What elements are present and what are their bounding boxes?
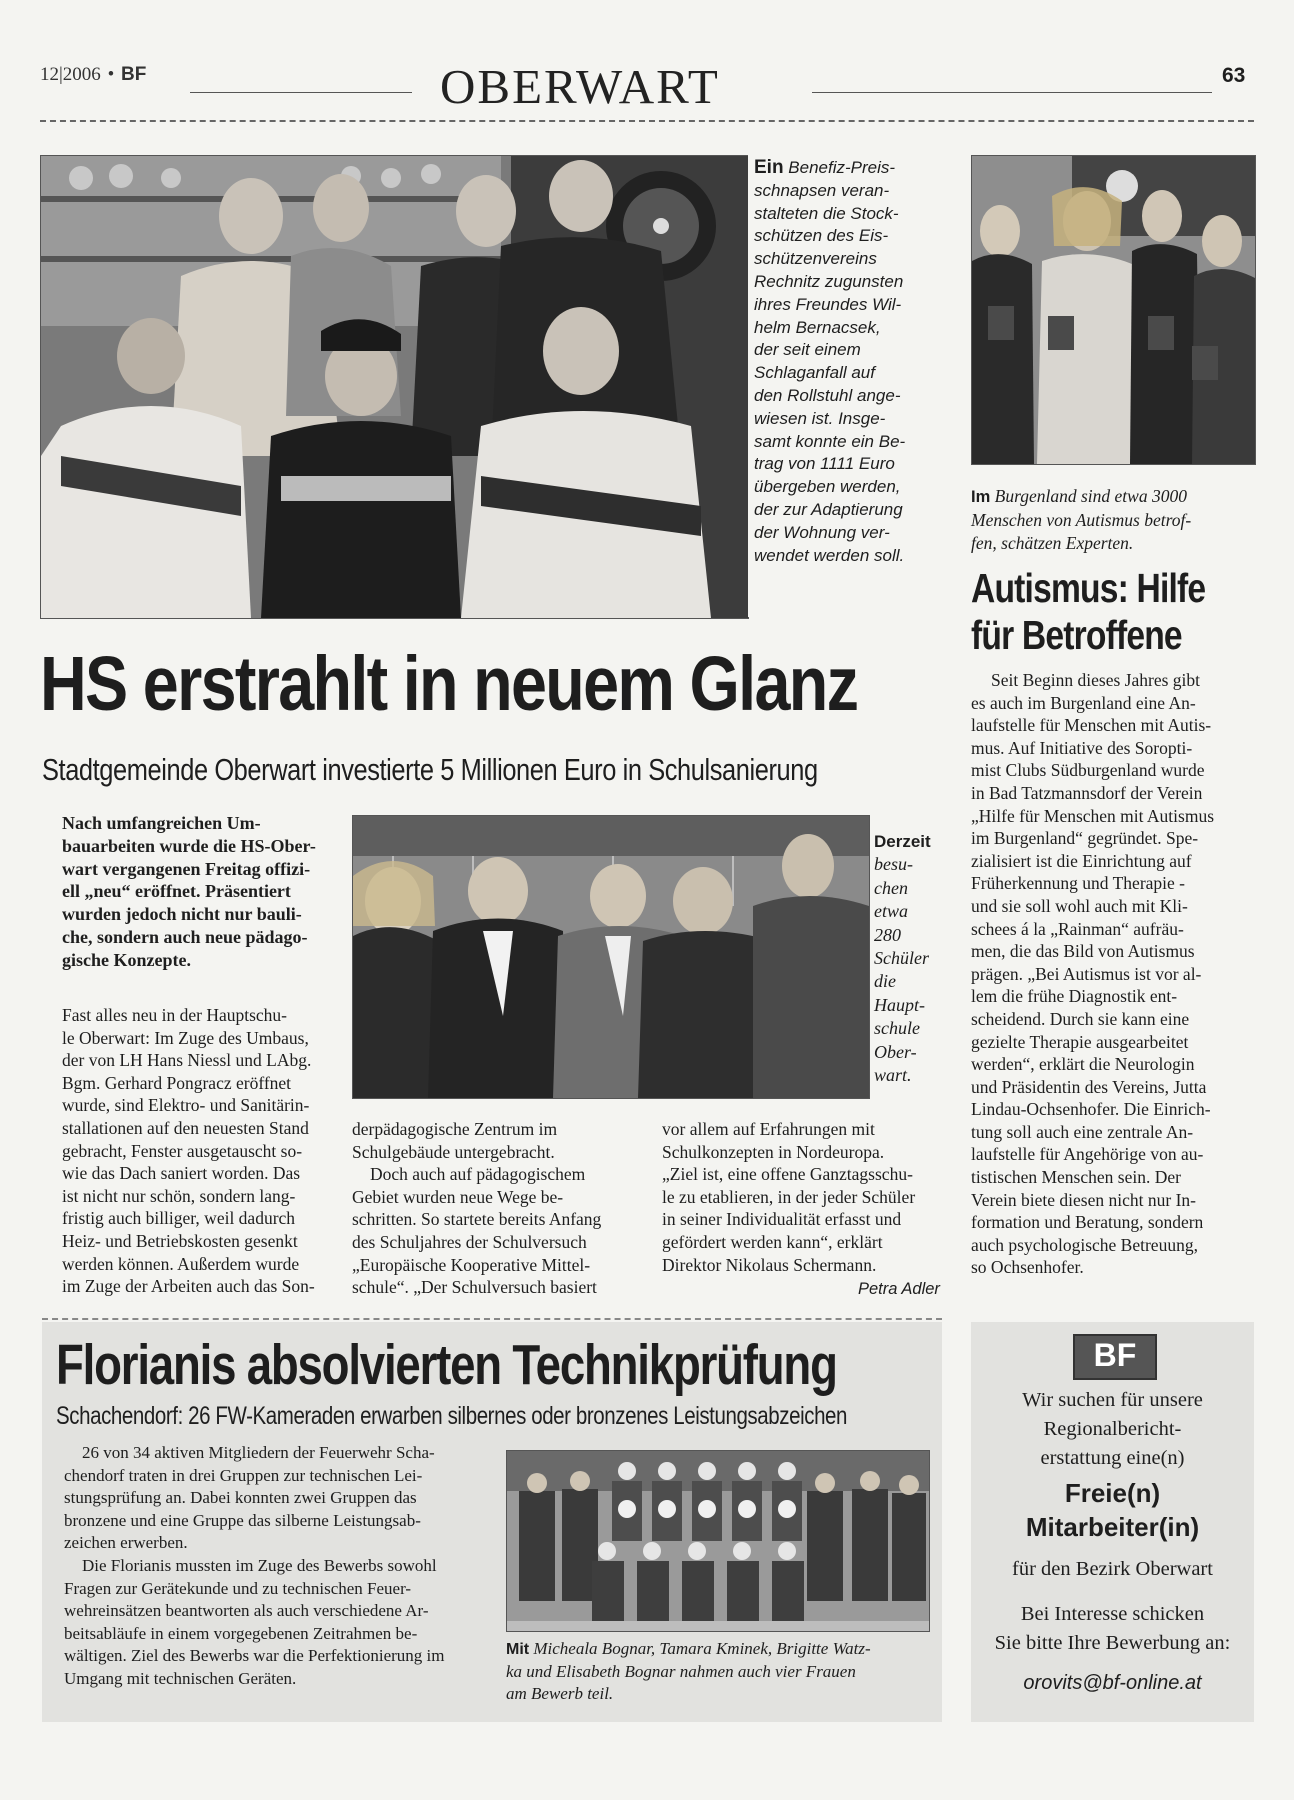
header-divider <box>40 120 1254 122</box>
florianis-subheadline: Schachendorf: 26 FW-Kameraden erwarben silbernes oder bronzenes Leistungsabzeichen <box>56 1402 848 1430</box>
school-photo-illustration <box>353 816 869 1098</box>
section-title: OBERWART <box>440 59 720 114</box>
header-rule-right <box>812 92 1212 93</box>
recruitment-ad <box>971 1322 1254 1722</box>
header-rule-left <box>190 92 412 93</box>
main-headline: HS erstrahlt in neuem Glanz <box>40 641 858 727</box>
autismus-photo-caption: Im Burgenland sind etwa 3000 Menschen von Autismus betrof- fen, schätzen Experten. <box>971 486 1192 553</box>
florianis-photo-illustration <box>507 1451 929 1631</box>
benefiz-photo-illustration <box>41 156 748 618</box>
main-author: Petra Adler <box>858 1280 940 1298</box>
issue-date: 12|2006 • BF <box>40 64 147 85</box>
florianis-headline: Florianis absolvierten Technikprüfung <box>56 1333 837 1397</box>
ad-position-title: Freie(n) Mitarbeiter(in) <box>1025 1478 1200 1542</box>
benefiz-caption: Ein Benefiz-Preis- schnapsen veran- stalteten die Stock- schützen des Eis- schützenvereins Rechnitz zugunsten ihres Freundes Wil- helm Bernacsek, der seit einem Schlaganfall auf den Rollstuhl ange- wiesen ist. Insge- samt konnte ein Be- trag von 1111 Euro übergeben werden, der zur Adaptierung der Wohnung ver- wendet werden soll. <box>748 155 916 617</box>
ad-region: für den Bezirk Oberwart <box>1012 1558 1213 1580</box>
page-number: 63 <box>1222 64 1246 87</box>
ad-apply-text: Bei Interesse schicken Sie bitte Ihre Bewerbung an: <box>994 1603 1231 1654</box>
main-lead: Nach umfangreichen Um- bauarbeiten wurde die HS-Ober- wart vergangenen Freitag offizi- ell „neu“ eröffnet. Präsentiert wurden jedoch nicht nur bauli- che, sondern auch neue pädago- gische Konzepte. <box>62 813 316 970</box>
benefiz-photo <box>40 155 749 619</box>
ad-intro: Wir suchen für unsere Regionalbericht- erstattung eine(n) <box>1022 1389 1203 1469</box>
florianis-photo <box>506 1450 930 1632</box>
autismus-headline: Autismus: Hilfe für Betroffene <box>971 565 1206 658</box>
main-subheadline: Stadtgemeinde Oberwart investierte 5 Millionen Euro in Schulsanierung <box>42 752 818 787</box>
autismus-photo <box>971 155 1256 465</box>
main-column-2: derpädagogische Zentrum im Schulgebäude untergebracht. Doch auch auf pädagogischem Gebiet wurden neue Wege be- schritten. So startete bereits Anfang des Schuljahres der Schulversuch „Europäische Kooperative Mittel- schule“. „Der Schulversuch basiert <box>352 1119 602 1298</box>
florianis-box <box>42 1322 942 1722</box>
bf-logo: BF <box>1073 1334 1157 1380</box>
florianis-photo-caption: Mit Micheala Bognar, Tamara Kminek, Brigitte Watz- ka und Elisabeth Bognar nahmen auch vier Frauen am Bewerb teil. <box>506 1639 871 1703</box>
main-column-3: vor allem auf Erfahrungen mit Schulkonzepten in Nordeuropa. „Ziel ist, eine offene Ganztagsschu- le zu etablieren, in der jeder Schüler in seiner Individualität erfasst und gefördert werden kann“, erklärt Direktor Nikolaus Schermann. <box>662 1119 916 1275</box>
ad-email-link[interactable]: orovits@bf-online.at <box>1023 1672 1202 1694</box>
main-column-1: Fast alles neu in der Hauptschu- le Oberwart: Im Zuge des Umbaus, der von LH Hans Niessl und LAbg. Bgm. Gerhard Pongracz eröffnet wurde, sind Elektro- und Sanitärin- stallationen auf den neuesten Stand gebracht, Fenster ausgetauscht so- wie das Dach saniert worden. Das ist nicht nur schön, sondern lang- fristig auch billiger, weil dadurch Heiz- und Betriebskosten gesenkt werden können. Außerdem wurde im Zuge der Arbeiten auch das Son- <box>62 1005 315 1297</box>
school-photo-caption: Derzeit besu- chen etwa 280 Schüler die Haupt- schule Ober- wart. <box>874 832 931 1086</box>
florianis-body: 26 von 34 aktiven Mitgliedern der Feuerwehr Scha- chendorf traten in drei Gruppen zur technischen Lei- stungsprüfung an. Dabei konnten zwei Gruppen das bronzene und eine Gruppe das silberne Leistungsab- zeichen erwerben. Die Florianis mussten im Zuge des Bewerbs sowohl Fragen zur Gerätekunde und zu technischen Feuer- wehreinsätzen beantworten als auch verschiedene Ar- beitsabläufe in einem vorgegebenen Zeitrahmen be- wältigen. Ziel des Bewerbs war die Perfektionierung im Umgang mit technischen Geräten. <box>64 1443 445 1688</box>
school-photo <box>352 815 870 1099</box>
florianis-divider <box>42 1318 942 1320</box>
autismus-body: Seit Beginn dieses Jahres gibt es auch im Burgenland eine An- laufstelle für Menschen mit Autis- mus. Auf Initiative des Soropti- mist Clubs Südburgenland wurde in Bad Tatzmannsdorf der Verein „Hilfe für Menschen mit Autismus im Burgenland“ gegründet. Spe- zialisiert ist die Einrichtung auf Früherkennung und Therapie - und sie soll wohl auch mit Kli- schees á la „Rainman“ aufräu- men, die das Bild von Autismus prägen. „Bei Autismus ist vor al- lem die frühe Diagnostik ent- scheidend. Durch sie kann eine gezielte Therapie ausgearbeitet werden“, erklärt die Neurologin und Präsidentin des Vereins, Jutta Lindau-Ochsenhofer. Die Einrich- tung soll auch eine zentrale An- laufstelle für Angehörige von au- tistischen Menschen sein. Der Verein biete diesen nicht nur In- formation und Beratung, sondern auch psychologische Betreuung, so Ochsenhofer. <box>971 670 1215 1278</box>
autismus-photo-illustration <box>972 156 1255 464</box>
